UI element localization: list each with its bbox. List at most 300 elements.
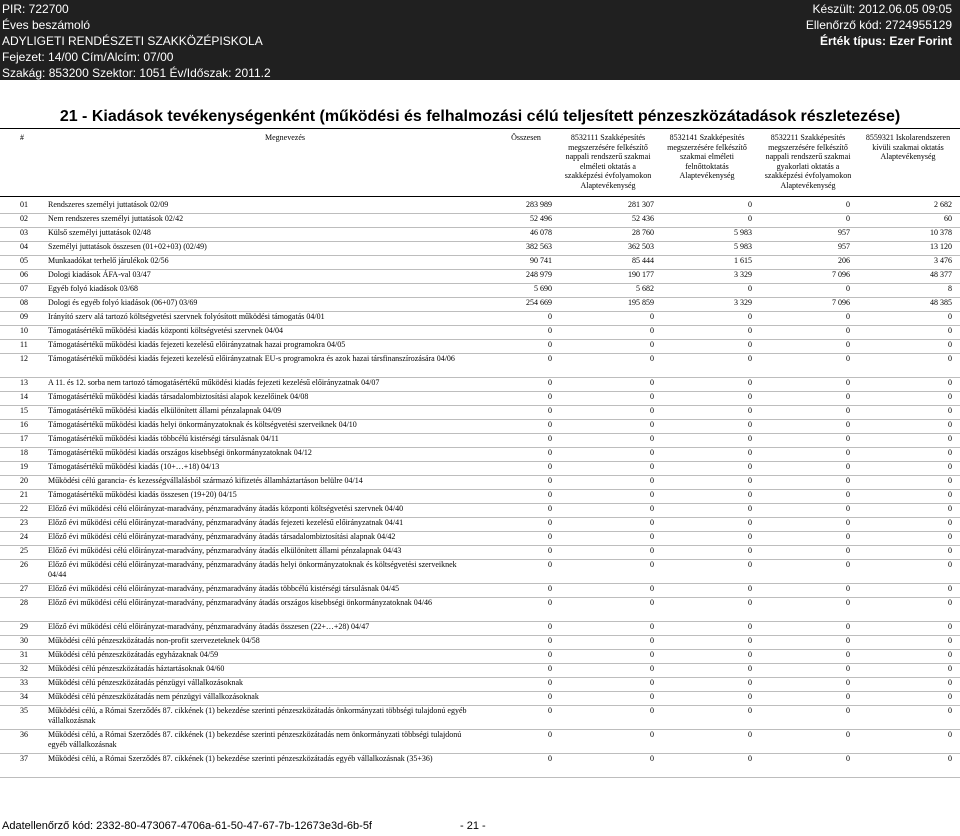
row-number: 31 xyxy=(20,650,28,659)
row-total-value: 0 xyxy=(548,434,552,443)
row-activity-value: 957 xyxy=(838,242,850,251)
row-activity-value: 0 xyxy=(650,378,654,387)
table-row xyxy=(0,650,960,664)
row-activity-value: 0 xyxy=(748,284,752,293)
table-row xyxy=(0,490,960,504)
row-activity-value: 0 xyxy=(650,312,654,321)
table-row xyxy=(0,560,960,584)
row-activity-value: 48 377 xyxy=(930,270,952,279)
table-row xyxy=(0,462,960,476)
row-total-value: 0 xyxy=(548,340,552,349)
row-number: 12 xyxy=(20,354,28,363)
row-number: 20 xyxy=(20,476,28,485)
row-number: 13 xyxy=(20,378,28,387)
row-label: Támogatásértékű működési kiadás országos kisebbségi önkormányzatoknak 04/12 xyxy=(48,448,312,457)
col-header-8559321: 8559321 Iskolarendszeren kívüli szakmai oktatás Alaptevékenység xyxy=(865,133,951,161)
row-activity-value: 0 xyxy=(650,532,654,541)
row-total-value: 0 xyxy=(548,584,552,593)
report-type: Éves beszámoló xyxy=(2,18,91,32)
row-activity-value: 0 xyxy=(846,284,850,293)
row-activity-value: 0 xyxy=(846,730,850,739)
row-activity-value: 0 xyxy=(650,664,654,673)
row-label: Nem rendszeres személyi juttatások 02/42 xyxy=(48,214,184,223)
row-activity-value: 0 xyxy=(650,448,654,457)
row-activity-value: 0 xyxy=(948,434,952,443)
row-total-value: 0 xyxy=(548,312,552,321)
row-activity-value: 362 503 xyxy=(628,242,654,251)
row-activity-value: 0 xyxy=(846,340,850,349)
row-activity-value: 0 xyxy=(748,730,752,739)
col-header-number: # xyxy=(20,133,24,142)
row-label: Támogatásértékű működési kiadás fejezeti kezelésű előirányzatnak hazai programokra 04/05 xyxy=(48,340,346,349)
row-activity-value: 0 xyxy=(650,476,654,485)
row-activity-value: 0 xyxy=(846,598,850,607)
row-label: Dologi kiadások ÁFA-val 03/47 xyxy=(48,270,151,279)
row-number: 29 xyxy=(20,622,28,631)
check-code: Ellenőrző kód: 2724955129 xyxy=(805,18,952,32)
col-header-name: Megnevezés xyxy=(265,133,305,142)
row-activity-value: 0 xyxy=(650,546,654,555)
row-activity-value: 0 xyxy=(846,200,850,209)
row-label: Működési célú pénzeszközátadás pénzügyi vállalkozásoknak xyxy=(48,678,244,687)
row-activity-value: 0 xyxy=(846,532,850,541)
row-label: Támogatásértékű működési kiadás társadalombiztosítási alapok kezelőinek 04/08 xyxy=(48,392,309,401)
row-activity-value: 0 xyxy=(748,584,752,593)
row-activity-value: 5 682 xyxy=(636,284,654,293)
col-header-total: Összesen xyxy=(511,133,541,142)
row-activity-value: 0 xyxy=(846,214,850,223)
row-number: 36 xyxy=(20,730,28,739)
table-row xyxy=(0,354,960,378)
row-label: Egyéb folyó kiadások 03/68 xyxy=(48,284,138,293)
row-activity-value: 48 385 xyxy=(930,298,952,307)
row-label: Támogatásértékű működési kiadás fejezeti kezelésű előirányzatnak EU-s programokra és azok hazai társfinanszírozására 04/06 xyxy=(48,354,455,363)
row-activity-value: 0 xyxy=(650,636,654,645)
row-activity-value: 0 xyxy=(748,546,752,555)
row-total-value: 0 xyxy=(548,546,552,555)
row-total-value: 0 xyxy=(548,678,552,687)
row-label: Rendszeres személyi juttatások 02/09 xyxy=(48,200,169,209)
row-activity-value: 0 xyxy=(748,636,752,645)
row-activity-value: 0 xyxy=(948,406,952,415)
row-label: Előző évi működési célú előirányzat-maradvány, pénzmaradvány átadás helyi önkormányzatoknak és költségvetési szerveiknek 04/44 xyxy=(48,560,457,579)
row-total-value: 0 xyxy=(548,448,552,457)
row-activity-value: 5 983 xyxy=(734,228,752,237)
row-number: 23 xyxy=(20,518,28,527)
row-activity-value: 0 xyxy=(748,560,752,569)
table-row xyxy=(0,200,960,214)
created-date: Készült: 2012.06.05 09:05 xyxy=(812,2,952,16)
table-row xyxy=(0,754,960,778)
row-activity-value: 0 xyxy=(748,664,752,673)
row-activity-value: 13 120 xyxy=(930,242,952,251)
table-row xyxy=(0,284,960,298)
row-activity-value: 0 xyxy=(748,504,752,513)
sector-line: Szakág: 853200 Szektor: 1051 Év/Időszak: 2011.2 xyxy=(2,66,271,80)
row-activity-value: 0 xyxy=(748,692,752,701)
row-number: 37 xyxy=(20,754,28,763)
row-activity-value: 190 177 xyxy=(628,270,654,279)
row-activity-value: 0 xyxy=(650,754,654,763)
row-activity-value: 10 378 xyxy=(930,228,952,237)
row-total-value: 5 690 xyxy=(534,284,552,293)
row-activity-value: 0 xyxy=(948,692,952,701)
row-total-value: 0 xyxy=(548,650,552,659)
row-activity-value: 0 xyxy=(948,448,952,457)
table-row xyxy=(0,340,960,354)
row-activity-value: 3 329 xyxy=(734,298,752,307)
table-row xyxy=(0,256,960,270)
row-activity-value: 0 xyxy=(748,462,752,471)
table-row xyxy=(0,378,960,392)
row-activity-value: 0 xyxy=(650,354,654,363)
row-activity-value: 0 xyxy=(846,378,850,387)
row-total-value: 0 xyxy=(548,378,552,387)
row-total-value: 46 078 xyxy=(530,228,552,237)
table-row xyxy=(0,584,960,598)
row-activity-value: 0 xyxy=(748,754,752,763)
row-activity-value: 0 xyxy=(748,420,752,429)
row-activity-value: 0 xyxy=(948,636,952,645)
row-activity-value: 0 xyxy=(846,448,850,457)
row-activity-value: 195 859 xyxy=(628,298,654,307)
row-activity-value: 0 xyxy=(650,650,654,659)
row-activity-value: 0 xyxy=(948,532,952,541)
row-label: Működési célú pénzeszközátadás egyházaknak 04/59 xyxy=(48,650,219,659)
row-number: 27 xyxy=(20,584,28,593)
footer-check-code: Adatellenőrző kód: 2332-80-473067-4706a-61-50-47-67-7b-12673e3d-6b-5f xyxy=(2,820,372,832)
row-total-value: 283 989 xyxy=(526,200,552,209)
row-activity-value: 0 xyxy=(846,636,850,645)
row-total-value: 0 xyxy=(548,518,552,527)
row-activity-value: 0 xyxy=(650,584,654,593)
row-number: 01 xyxy=(20,200,28,209)
row-number: 03 xyxy=(20,228,28,237)
table-row xyxy=(0,242,960,256)
row-activity-value: 2 682 xyxy=(934,200,952,209)
row-total-value: 0 xyxy=(548,598,552,607)
row-activity-value: 0 xyxy=(748,476,752,485)
row-total-value: 0 xyxy=(548,476,552,485)
row-activity-value: 0 xyxy=(748,378,752,387)
row-total-value: 382 563 xyxy=(526,242,552,251)
row-activity-value: 0 xyxy=(948,312,952,321)
row-activity-value: 0 xyxy=(846,462,850,471)
row-label: Előző évi működési célú előirányzat-maradvány, pénzmaradvány átadás országos kisebbségi önkormányzatoknak 04/46 xyxy=(48,598,433,607)
table-row xyxy=(0,326,960,340)
table-row xyxy=(0,270,960,284)
row-activity-value: 0 xyxy=(948,598,952,607)
row-label: Támogatásértékű működési kiadás elkülönített állami pénzalapnak 04/09 xyxy=(48,406,282,415)
row-total-value: 0 xyxy=(548,532,552,541)
row-activity-value: 0 xyxy=(748,490,752,499)
row-activity-value: 0 xyxy=(948,546,952,555)
row-activity-value: 0 xyxy=(748,354,752,363)
page-number: - 21 - xyxy=(460,820,486,832)
row-activity-value: 0 xyxy=(846,354,850,363)
row-activity-value: 3 329 xyxy=(734,270,752,279)
row-label: Támogatásértékű működési kiadás összesen (19+20) 04/15 xyxy=(48,490,237,499)
row-number: 24 xyxy=(20,532,28,541)
table-row xyxy=(0,730,960,754)
row-label: Működési célú pénzeszközátadás nem pénzügyi vállalkozásoknak xyxy=(48,692,259,701)
row-activity-value: 0 xyxy=(846,664,850,673)
row-activity-value: 0 xyxy=(948,504,952,513)
table-row xyxy=(0,664,960,678)
row-activity-value: 0 xyxy=(650,420,654,429)
row-number: 02 xyxy=(20,214,28,223)
row-label: Előző évi működési célú előirányzat-maradvány, pénzmaradvány átadás elkülönített állami pénzalapnak 04/43 xyxy=(48,546,402,555)
row-total-value: 0 xyxy=(548,754,552,763)
row-activity-value: 0 xyxy=(948,754,952,763)
table-row xyxy=(0,546,960,560)
row-activity-value: 52 436 xyxy=(632,214,654,223)
row-label: Működési célú pénzeszközátadás non-profit szervezeteknek 04/58 xyxy=(48,636,260,645)
row-total-value: 52 496 xyxy=(530,214,552,223)
row-activity-value: 0 xyxy=(650,406,654,415)
row-activity-value: 0 xyxy=(846,326,850,335)
row-activity-value: 3 476 xyxy=(934,256,952,265)
row-activity-value: 1 615 xyxy=(734,256,752,265)
row-activity-value: 0 xyxy=(748,448,752,457)
row-activity-value: 0 xyxy=(846,560,850,569)
row-label: Munkaadókat terhelő járulékok 02/56 xyxy=(48,256,169,265)
row-activity-value: 0 xyxy=(748,340,752,349)
table-row xyxy=(0,636,960,650)
table-row xyxy=(0,434,960,448)
row-number: 04 xyxy=(20,242,28,251)
table-row xyxy=(0,312,960,326)
row-label: Támogatásértékű működési kiadás (10+…+18) 04/13 xyxy=(48,462,220,471)
row-total-value: 90 741 xyxy=(530,256,552,265)
row-number: 07 xyxy=(20,284,28,293)
row-activity-value: 0 xyxy=(748,706,752,715)
row-activity-value: 0 xyxy=(748,678,752,687)
row-number: 19 xyxy=(20,462,28,471)
table-row xyxy=(0,476,960,490)
row-activity-value: 281 307 xyxy=(628,200,654,209)
row-number: 21 xyxy=(20,490,28,499)
row-activity-value: 0 xyxy=(650,392,654,401)
table-row xyxy=(0,228,960,242)
row-label: Személyi juttatások összesen (01+02+03) (02/49) xyxy=(48,242,207,251)
row-activity-value: 0 xyxy=(748,434,752,443)
row-number: 09 xyxy=(20,312,28,321)
header-left xyxy=(2,1,271,81)
row-activity-value: 0 xyxy=(748,598,752,607)
row-total-value: 0 xyxy=(548,420,552,429)
pir-line: PIR: 722700 xyxy=(2,2,69,16)
row-label: Működési célú, a Római Szerződés 87. cikkének (1) bekezdése szerinti pénzeszközátadás nem önkormányzati többségi tulajdonú egyéb vállalkozásnak xyxy=(48,730,462,749)
table-row xyxy=(0,518,960,532)
row-label: Működési célú, a Római Szerződés 87. cikkének (1) bekezdése szerinti pénzeszközátadás önkormányzati többségi tulajdonú egyéb vállalkozásnak xyxy=(48,706,467,725)
row-activity-value: 0 xyxy=(948,678,952,687)
row-activity-value: 85 444 xyxy=(632,256,654,265)
row-activity-value: 0 xyxy=(846,692,850,701)
row-number: 15 xyxy=(20,406,28,415)
value-type: Érték típus: Ezer Forint xyxy=(819,34,952,48)
row-activity-value: 0 xyxy=(748,392,752,401)
row-total-value: 0 xyxy=(548,560,552,569)
row-activity-value: 0 xyxy=(650,462,654,471)
row-label: A 11. és 12. sorba nem tartozó támogatásértékű működési kiadás fejezeti kezelésű előirányzatnak 04/07 xyxy=(48,378,380,387)
row-activity-value: 0 xyxy=(748,518,752,527)
row-activity-value: 0 xyxy=(846,490,850,499)
row-total-value: 0 xyxy=(548,664,552,673)
table-row xyxy=(0,392,960,406)
chapter-line: Fejezet: 14/00 Cím/Alcím: 07/00 xyxy=(2,50,174,64)
row-activity-value: 0 xyxy=(650,706,654,715)
row-activity-value: 0 xyxy=(846,650,850,659)
row-total-value: 0 xyxy=(548,354,552,363)
row-label: Előző évi működési célú előirányzat-maradvány, pénzmaradvány átadás központi költségvetési szervnek 04/40 xyxy=(48,504,404,513)
row-total-value: 0 xyxy=(548,406,552,415)
row-label: Dologi és egyéb folyó kiadások (06+07) 03/69 xyxy=(48,298,198,307)
row-activity-value: 0 xyxy=(650,678,654,687)
row-activity-value: 0 xyxy=(650,518,654,527)
institution-name: ADYLIGETI RENDÉSZETI SZAKKÖZÉPISKOLA xyxy=(2,34,263,48)
row-activity-value: 0 xyxy=(948,622,952,631)
table-row xyxy=(0,706,960,730)
row-number: 17 xyxy=(20,434,28,443)
row-number: 18 xyxy=(20,448,28,457)
row-activity-value: 0 xyxy=(650,490,654,499)
row-activity-value: 0 xyxy=(948,730,952,739)
row-activity-value: 0 xyxy=(846,392,850,401)
table-row xyxy=(0,420,960,434)
row-number: 30 xyxy=(20,636,28,645)
row-activity-value: 206 xyxy=(838,256,850,265)
header-divider xyxy=(0,196,960,197)
row-activity-value: 0 xyxy=(650,340,654,349)
row-label: Támogatásértékű működési kiadás központi költségvetési szervnek 04/04 xyxy=(48,326,284,335)
row-activity-value: 60 xyxy=(944,214,952,223)
row-activity-value: 0 xyxy=(948,490,952,499)
page-footer xyxy=(2,820,486,832)
table-row xyxy=(0,448,960,462)
row-total-value: 254 669 xyxy=(526,298,552,307)
row-total-value: 0 xyxy=(548,326,552,335)
table-row xyxy=(0,532,960,546)
row-number: 35 xyxy=(20,706,28,715)
title-divider xyxy=(0,128,960,129)
row-activity-value: 0 xyxy=(948,664,952,673)
col-header-8532141: 8532141 Szakképesítés megszerzésére felkészítő szakmai elméleti felnőttoktatás Alaptevékenység xyxy=(667,133,747,180)
row-activity-value: 0 xyxy=(650,560,654,569)
row-activity-value: 0 xyxy=(748,326,752,335)
row-label: Támogatásértékű működési kiadás többcélú kistérségi társulásnak 04/11 xyxy=(48,434,279,443)
row-activity-value: 0 xyxy=(948,392,952,401)
row-activity-value: 0 xyxy=(948,584,952,593)
row-activity-value: 0 xyxy=(748,200,752,209)
row-activity-value: 0 xyxy=(748,650,752,659)
row-number: 22 xyxy=(20,504,28,513)
row-activity-value: 0 xyxy=(948,462,952,471)
table-row xyxy=(0,678,960,692)
row-total-value: 248 979 xyxy=(526,270,552,279)
row-total-value: 0 xyxy=(548,622,552,631)
row-activity-value: 0 xyxy=(846,420,850,429)
row-number: 32 xyxy=(20,664,28,673)
row-activity-value: 5 983 xyxy=(734,242,752,251)
row-activity-value: 0 xyxy=(846,678,850,687)
row-activity-value: 0 xyxy=(650,622,654,631)
row-activity-value: 0 xyxy=(846,754,850,763)
table-row xyxy=(0,406,960,420)
row-activity-value: 0 xyxy=(846,504,850,513)
row-number: 28 xyxy=(20,598,28,607)
row-total-value: 0 xyxy=(548,392,552,401)
table-row xyxy=(0,504,960,518)
row-number: 33 xyxy=(20,678,28,687)
row-number: 11 xyxy=(20,340,28,349)
row-activity-value: 0 xyxy=(650,504,654,513)
row-number: 25 xyxy=(20,546,28,555)
row-number: 26 xyxy=(20,560,28,569)
row-activity-value: 0 xyxy=(948,560,952,569)
row-activity-value: 0 xyxy=(846,312,850,321)
row-total-value: 0 xyxy=(548,504,552,513)
row-activity-value: 0 xyxy=(650,692,654,701)
row-total-value: 0 xyxy=(548,490,552,499)
row-label: Előző évi működési célú előirányzat-maradvány, pénzmaradvány átadás társadalombiztosítási alapnak 04/42 xyxy=(48,532,396,541)
col-header-8532111: 8532111 Szakképesítés megszerzésére felkészítő nappali rendszerű szakmai elméleti oktatás a szakképzési évfolyamokon Alaptevékenység xyxy=(564,133,652,190)
row-label: Előző évi működési célú előirányzat-maradvány, pénzmaradvány átadás többcélú kistérségi társulásnak 04/45 xyxy=(48,584,400,593)
row-activity-value: 0 xyxy=(948,326,952,335)
row-activity-value: 0 xyxy=(846,622,850,631)
table-row xyxy=(0,298,960,312)
row-number: 06 xyxy=(20,270,28,279)
row-label: Támogatásértékű működési kiadás helyi önkormányzatoknak és költségvetési szerveiknek 04/10 xyxy=(48,420,357,429)
row-label: Külső személyi juttatások 02/48 xyxy=(48,228,151,237)
row-total-value: 0 xyxy=(548,730,552,739)
row-number: 05 xyxy=(20,256,28,265)
table-row xyxy=(0,622,960,636)
page-title: 21 - Kiadások tevékenységenként (működési és felhalmozási célú teljesített pénzeszközátadások részletezése) xyxy=(59,108,901,125)
row-activity-value: 0 xyxy=(650,434,654,443)
row-activity-value: 0 xyxy=(846,434,850,443)
row-number: 34 xyxy=(20,692,28,701)
row-activity-value: 0 xyxy=(846,518,850,527)
row-activity-value: 8 xyxy=(948,284,952,293)
row-activity-value: 0 xyxy=(748,532,752,541)
row-activity-value: 0 xyxy=(948,420,952,429)
row-activity-value: 0 xyxy=(948,706,952,715)
row-activity-value: 0 xyxy=(846,706,850,715)
row-activity-value: 0 xyxy=(748,622,752,631)
row-label: Irányító szerv alá tartozó költségvetési szervnek folyósított működési támogatás 04/01 xyxy=(48,312,325,321)
row-activity-value: 0 xyxy=(748,214,752,223)
row-number: 16 xyxy=(20,420,28,429)
table-row xyxy=(0,692,960,706)
row-activity-value: 0 xyxy=(846,476,850,485)
row-activity-value: 0 xyxy=(846,546,850,555)
row-activity-value: 0 xyxy=(748,406,752,415)
row-label: Működési célú garancia- és kezességvállalásból származó kifizetés államháztartáson belülre 04/14 xyxy=(48,476,363,485)
row-total-value: 0 xyxy=(548,462,552,471)
row-activity-value: 28 760 xyxy=(632,228,654,237)
row-number: 10 xyxy=(20,326,28,335)
row-activity-value: 0 xyxy=(650,598,654,607)
row-number: 08 xyxy=(20,298,28,307)
row-activity-value: 0 xyxy=(650,730,654,739)
header-right xyxy=(806,1,952,49)
row-activity-value: 7 096 xyxy=(832,270,850,279)
row-activity-value: 957 xyxy=(838,228,850,237)
row-total-value: 0 xyxy=(548,706,552,715)
row-activity-value: 0 xyxy=(948,476,952,485)
row-activity-value: 0 xyxy=(948,650,952,659)
